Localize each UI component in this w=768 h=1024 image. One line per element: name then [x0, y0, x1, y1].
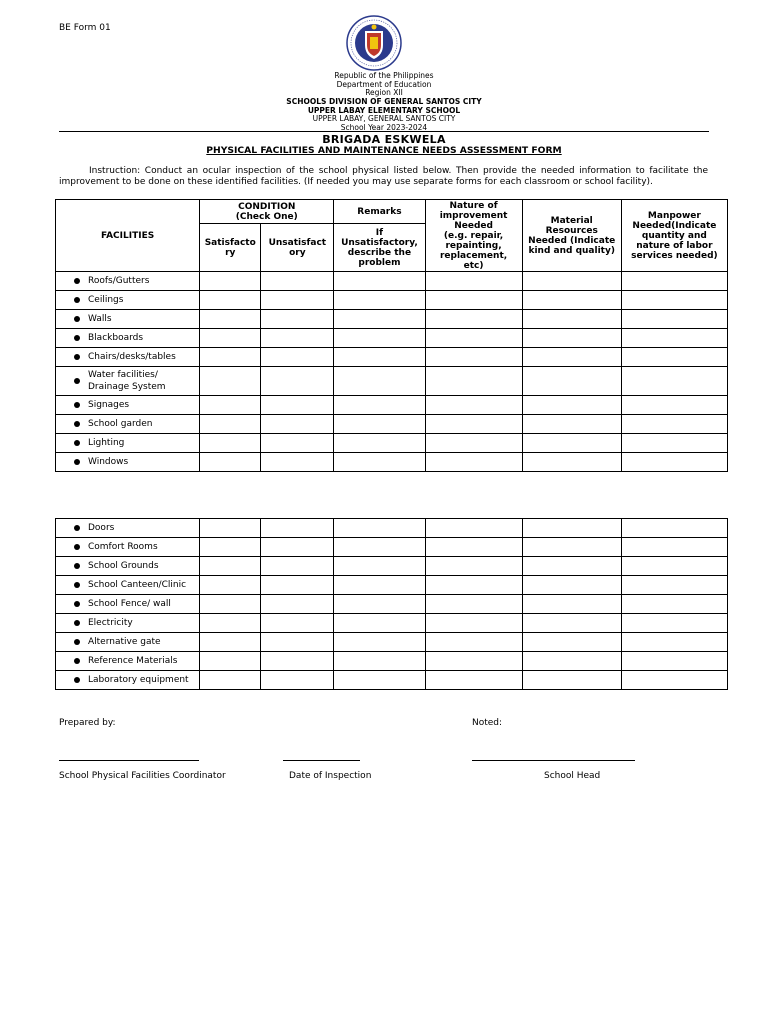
table-row: [56, 453, 728, 472]
header-school: UPPER LABAY ELEMENTARY SCHOOL: [307, 106, 461, 115]
bullet-icon: [74, 601, 80, 607]
remarks-cell[interactable]: [334, 367, 425, 396]
manpower-cell[interactable]: [621, 652, 727, 671]
unsatisfactory-cell[interactable]: [261, 348, 334, 367]
manpower-cell[interactable]: [621, 576, 727, 595]
facility-name-cell: [56, 329, 200, 348]
noted-label: Noted:: [472, 718, 503, 728]
facility-label: School garden: [88, 419, 153, 429]
facility-label: School Canteen/Clinic: [88, 580, 187, 590]
bullet-icon: [74, 378, 80, 384]
facility-name-cell: [56, 595, 200, 614]
unsatisfactory-cell[interactable]: [261, 434, 334, 453]
remarks-cell[interactable]: [334, 519, 425, 538]
facility-label: Laboratory equipment: [88, 675, 189, 685]
unsatisfactory-cell[interactable]: [261, 614, 334, 633]
header-divider: [59, 131, 709, 132]
material-cell[interactable]: [522, 291, 621, 310]
remarks-cell[interactable]: [334, 671, 425, 690]
header-condition: CONDITION (Check One): [200, 200, 334, 224]
table-row: [56, 538, 728, 557]
facility-label: Electricity: [88, 618, 133, 628]
remarks-cell[interactable]: [334, 434, 425, 453]
manpower-cell[interactable]: [621, 633, 727, 652]
remarks-cell[interactable]: [334, 348, 425, 367]
unsatisfactory-cell[interactable]: [261, 310, 334, 329]
header-address: UPPER LABAY, GENERAL SANTOS CITY: [312, 114, 456, 123]
satisfactory-cell[interactable]: [200, 652, 261, 671]
bullet-icon: [74, 402, 80, 408]
table-row: [56, 671, 728, 690]
facility-label: Doors: [88, 523, 115, 533]
table-row: [56, 633, 728, 652]
manpower-cell[interactable]: [621, 557, 727, 576]
remarks-cell[interactable]: [334, 576, 425, 595]
bullet-icon: [74, 639, 80, 645]
table-row: [56, 329, 728, 348]
facility-name-cell: [56, 415, 200, 434]
remarks-cell[interactable]: [334, 557, 425, 576]
nature-cell[interactable]: [425, 272, 522, 291]
nature-cell[interactable]: [425, 367, 522, 396]
deped-seal-logo: [346, 15, 402, 71]
header-republic: Republic of the Philippines: [334, 71, 434, 80]
table-row: [56, 291, 728, 310]
facility-label: Blackboards: [88, 333, 144, 343]
facility-name-cell: [56, 652, 200, 671]
facility-name-cell: [56, 396, 200, 415]
date-signature-line: [283, 760, 360, 761]
nature-cell[interactable]: [425, 310, 522, 329]
manpower-cell[interactable]: [621, 595, 727, 614]
nature-cell[interactable]: [425, 519, 522, 538]
bullet-icon: [74, 544, 80, 550]
unsatisfactory-cell[interactable]: [261, 415, 334, 434]
unsatisfactory-cell[interactable]: [261, 367, 334, 396]
manpower-cell[interactable]: [621, 329, 727, 348]
nature-cell[interactable]: [425, 557, 522, 576]
satisfactory-cell[interactable]: [200, 329, 261, 348]
material-cell[interactable]: [522, 519, 621, 538]
school-head-label: School Head: [544, 771, 601, 781]
manpower-cell[interactable]: [621, 272, 727, 291]
header-school-year: School Year 2023-2024: [340, 123, 428, 132]
facility-name-cell: [56, 348, 200, 367]
satisfactory-cell[interactable]: [200, 538, 261, 557]
satisfactory-cell[interactable]: [200, 310, 261, 329]
facility-label: Windows: [88, 457, 129, 467]
nature-cell[interactable]: [425, 633, 522, 652]
form-code: BE Form 01: [59, 23, 111, 33]
remarks-cell[interactable]: [334, 272, 425, 291]
manpower-cell[interactable]: [621, 614, 727, 633]
remarks-cell[interactable]: [334, 396, 425, 415]
table-row: [56, 614, 728, 633]
bullet-icon: [74, 335, 80, 341]
table-row: [56, 272, 728, 291]
material-cell[interactable]: [522, 633, 621, 652]
header-division: SCHOOLS DIVISION OF GENERAL SANTOS CITY: [286, 97, 482, 106]
facility-label: Alternative gate: [88, 637, 161, 647]
material-cell[interactable]: [522, 576, 621, 595]
material-cell[interactable]: [522, 557, 621, 576]
manpower-cell[interactable]: [621, 434, 727, 453]
material-cell[interactable]: [522, 434, 621, 453]
manpower-cell[interactable]: [621, 453, 727, 472]
school-head-signature-line: [472, 760, 635, 761]
facility-name-cell: [56, 614, 200, 633]
manpower-cell[interactable]: [621, 538, 727, 557]
material-cell[interactable]: [522, 614, 621, 633]
satisfactory-cell[interactable]: [200, 272, 261, 291]
coordinator-signature-line: [59, 760, 199, 761]
nature-cell[interactable]: [425, 415, 522, 434]
remarks-cell[interactable]: [334, 329, 425, 348]
nature-cell[interactable]: [425, 576, 522, 595]
nature-cell[interactable]: [425, 538, 522, 557]
table-row: [56, 415, 728, 434]
form-subtitle: PHYSICAL FACILITIES AND MAINTENANCE NEEDS ASSESSMENT FORM: [206, 145, 562, 156]
unsatisfactory-cell[interactable]: [261, 519, 334, 538]
header-unsatisfactory: Unsatisfact ory: [261, 224, 334, 272]
facilities-table-1: [55, 199, 728, 472]
bullet-icon: [74, 421, 80, 427]
table-row: [56, 557, 728, 576]
satisfactory-cell[interactable]: [200, 434, 261, 453]
facility-label: Lighting: [88, 438, 125, 448]
unsatisfactory-cell[interactable]: [261, 272, 334, 291]
facility-label: School Fence/ wall: [88, 599, 171, 609]
manpower-cell[interactable]: [621, 396, 727, 415]
satisfactory-cell[interactable]: [200, 453, 261, 472]
manpower-cell[interactable]: [621, 519, 727, 538]
manpower-cell[interactable]: [621, 291, 727, 310]
bullet-icon: [74, 297, 80, 303]
table-row: [56, 595, 728, 614]
facility-label: Roofs/Gutters: [88, 276, 150, 286]
facility-name-cell: [56, 310, 200, 329]
facility-name-cell: [56, 272, 200, 291]
facility-name-cell: [56, 434, 200, 453]
remarks-cell[interactable]: [334, 453, 425, 472]
date-of-inspection-label: Date of Inspection: [289, 771, 372, 781]
manpower-cell[interactable]: [621, 671, 727, 690]
remarks-cell[interactable]: [334, 415, 425, 434]
material-cell[interactable]: [522, 415, 621, 434]
material-cell[interactable]: [522, 329, 621, 348]
bullet-icon: [74, 354, 80, 360]
prepared-by-label: Prepared by:: [59, 718, 116, 728]
table-row: [56, 519, 728, 538]
satisfactory-cell[interactable]: [200, 633, 261, 652]
satisfactory-cell[interactable]: [200, 415, 261, 434]
satisfactory-cell[interactable]: [200, 367, 261, 396]
material-cell[interactable]: [522, 538, 621, 557]
manpower-cell[interactable]: [621, 348, 727, 367]
remarks-cell[interactable]: [334, 310, 425, 329]
remarks-cell[interactable]: [334, 595, 425, 614]
remarks-cell[interactable]: [334, 538, 425, 557]
unsatisfactory-cell[interactable]: [261, 557, 334, 576]
table-2-body: [56, 519, 728, 690]
material-cell[interactable]: [522, 367, 621, 396]
bullet-icon: [74, 278, 80, 284]
table-row: [56, 367, 728, 396]
nature-cell[interactable]: [425, 434, 522, 453]
nature-cell[interactable]: [425, 291, 522, 310]
unsatisfactory-cell[interactable]: [261, 633, 334, 652]
unsatisfactory-cell[interactable]: [261, 291, 334, 310]
remarks-cell[interactable]: [334, 291, 425, 310]
header-remarks: Remarks: [334, 200, 425, 224]
table-row: [56, 434, 728, 453]
table-row: [56, 310, 728, 329]
facility-name-cell: [56, 291, 200, 310]
header-region: Region XII: [365, 88, 403, 97]
material-cell[interactable]: [522, 348, 621, 367]
facility-name-cell: [56, 453, 200, 472]
bullet-icon: [74, 316, 80, 322]
nature-cell[interactable]: [425, 614, 522, 633]
coordinator-label: School Physical Facilities Coordinator: [59, 771, 226, 781]
nature-cell[interactable]: [425, 396, 522, 415]
material-cell[interactable]: [522, 595, 621, 614]
nature-cell[interactable]: [425, 652, 522, 671]
satisfactory-cell[interactable]: [200, 519, 261, 538]
satisfactory-cell[interactable]: [200, 671, 261, 690]
satisfactory-cell[interactable]: [200, 396, 261, 415]
unsatisfactory-cell[interactable]: [261, 595, 334, 614]
unsatisfactory-cell[interactable]: [261, 576, 334, 595]
facility-name-cell: [56, 519, 200, 538]
header-nature-of-improvement: Nature of improvement Needed (e.g. repair, repainting, replacement, etc): [425, 200, 522, 272]
facility-label: School Grounds: [88, 561, 159, 571]
table-row: [56, 576, 728, 595]
material-cell[interactable]: [522, 453, 621, 472]
unsatisfactory-cell[interactable]: [261, 329, 334, 348]
facility-name-cell: [56, 367, 200, 396]
facility-name-cell: [56, 633, 200, 652]
material-cell[interactable]: [522, 671, 621, 690]
satisfactory-cell[interactable]: [200, 348, 261, 367]
nature-cell[interactable]: [425, 329, 522, 348]
manpower-cell[interactable]: [621, 310, 727, 329]
unsatisfactory-cell[interactable]: [261, 538, 334, 557]
facility-name-cell: [56, 671, 200, 690]
table-row: [56, 652, 728, 671]
facility-label: Walls: [88, 314, 112, 324]
remarks-cell[interactable]: [334, 614, 425, 633]
material-cell[interactable]: [522, 310, 621, 329]
facility-label: Water facilities/ Drainage System: [88, 370, 166, 392]
unsatisfactory-cell[interactable]: [261, 671, 334, 690]
header-satisfactory: Satisfacto ry: [200, 224, 261, 272]
facility-label: Reference Materials: [88, 656, 178, 666]
header-facilities: FACILITIES: [56, 200, 200, 272]
bullet-icon: [74, 677, 80, 683]
material-cell[interactable]: [522, 652, 621, 671]
facility-label: Signages: [88, 400, 130, 410]
material-cell[interactable]: [522, 396, 621, 415]
facilities-table-2: [55, 518, 728, 690]
bullet-icon: [74, 582, 80, 588]
bullet-icon: [74, 658, 80, 664]
satisfactory-cell[interactable]: [200, 291, 261, 310]
remarks-cell[interactable]: [334, 633, 425, 652]
unsatisfactory-cell[interactable]: [261, 396, 334, 415]
satisfactory-cell[interactable]: [200, 557, 261, 576]
table-row: [56, 396, 728, 415]
nature-cell[interactable]: [425, 453, 522, 472]
facility-name-cell: [56, 557, 200, 576]
table-1-body: [56, 272, 728, 472]
header-manpower: Manpower Needed(Indicate quantity and nature of labor services needed): [621, 200, 727, 272]
facility-label: Chairs/desks/tables: [88, 352, 176, 362]
satisfactory-cell[interactable]: [200, 614, 261, 633]
header-material-resources: Material Resources Needed (Indicate kind and quality): [522, 200, 621, 272]
table-row: [56, 348, 728, 367]
nature-cell[interactable]: [425, 671, 522, 690]
unsatisfactory-cell[interactable]: [261, 652, 334, 671]
instruction-text: Instruction: Conduct an ocular inspection of the school physical listed below. Then provide the needed information to facilitate the improvement to be done on these identified facilities. (If needed you may use separate forms for each classroom or school facility).: [59, 166, 708, 187]
material-cell[interactable]: [522, 272, 621, 291]
form-title: BRIGADA ESKWELA: [322, 133, 446, 146]
remarks-cell[interactable]: [334, 652, 425, 671]
facility-name-cell: [56, 538, 200, 557]
bullet-icon: [74, 525, 80, 531]
bullet-icon: [74, 459, 80, 465]
unsatisfactory-cell[interactable]: [261, 453, 334, 472]
satisfactory-cell[interactable]: [200, 576, 261, 595]
bullet-icon: [74, 563, 80, 569]
bullet-icon: [74, 620, 80, 626]
nature-cell[interactable]: [425, 348, 522, 367]
facility-label: Ceilings: [88, 295, 124, 305]
manpower-cell[interactable]: [621, 367, 727, 396]
bullet-icon: [74, 440, 80, 446]
satisfactory-cell[interactable]: [200, 595, 261, 614]
facility-name-cell: [56, 576, 200, 595]
facility-label: Comfort Rooms: [88, 542, 158, 552]
manpower-cell[interactable]: [621, 415, 727, 434]
header-remarks-detail: If Unsatisfactory, describe the problem: [334, 224, 425, 272]
nature-cell[interactable]: [425, 595, 522, 614]
header-department: Department of Education: [336, 80, 432, 89]
